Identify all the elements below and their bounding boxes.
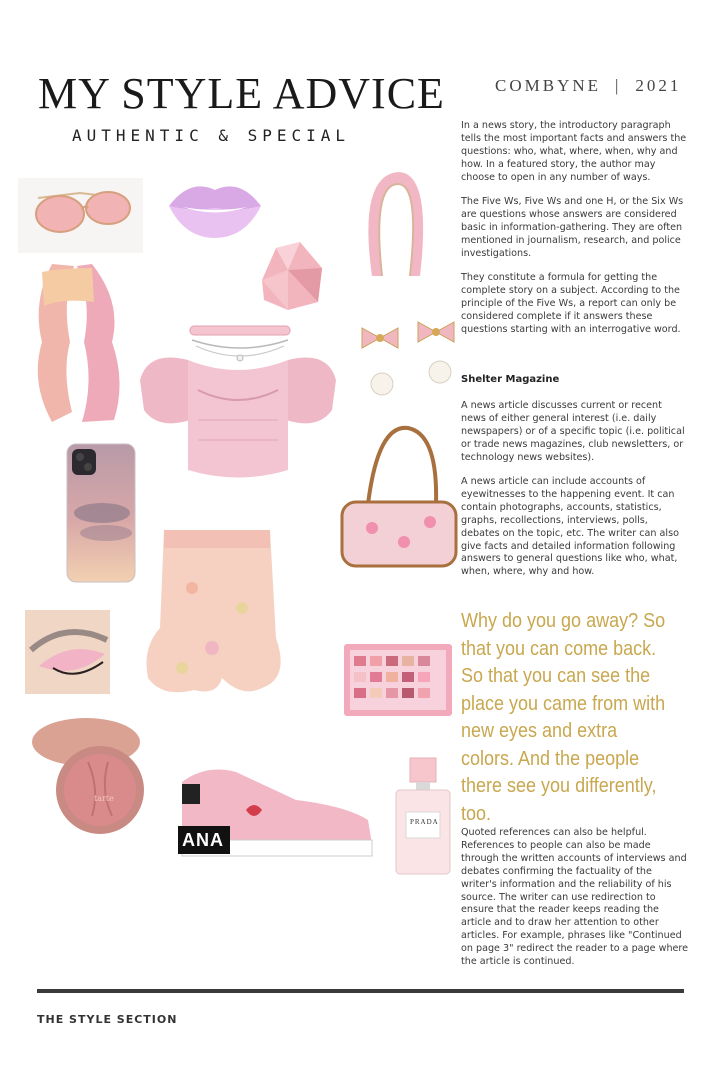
- blush-brand-label: tarte: [94, 794, 114, 803]
- sneaker-label: ANA: [182, 830, 224, 850]
- eyeshadow-palette-image: [342, 640, 454, 720]
- brand-name: COMBYNE: [495, 76, 602, 95]
- skirt-image: [142, 528, 292, 700]
- perfume-bottle-image: [394, 756, 452, 876]
- handbag-image: [338, 424, 460, 570]
- crop-top-image: [138, 350, 338, 485]
- sunglasses-image: [18, 178, 143, 253]
- perfume-label: PRADA: [410, 818, 439, 826]
- eye-makeup-image: [25, 610, 110, 694]
- footer-divider: [37, 989, 684, 993]
- pull-quote: Why do you go away? So that you can come back. So that you can see the place you came from with new eyes and extra colors. And the people there see you differently, too.: [461, 610, 666, 825]
- sneaker-image: [176, 760, 376, 862]
- section-label: THE STYLE SECTION: [37, 1013, 178, 1026]
- article-paragraph-3: They constitute a formula for getting the complete story on a subject. According to the principle of the Five Ws, a report can only be considered complete if it answers these questions starting with an interrogative word.: [461, 272, 681, 335]
- brand-separator: |: [615, 76, 622, 95]
- brand-year: 2021: [635, 76, 682, 95]
- article-paragraph-2: The Five Ws, Five Ws and one H, or the Six Ws are questions whose answers are considered basic in information-gathering. They are often mentioned in journalism, research, and police investigations.: [461, 196, 684, 259]
- article-paragraph-4: A news article discusses current or recent news of either general interest (i.e. daily newspapers) or of a specific topic (i.e. political or trade news magazines, club newsletters, or technology news websites).: [461, 400, 685, 463]
- blush-compact-image: [28, 712, 152, 836]
- headband-image: [358, 166, 432, 280]
- earrings-image: [356, 314, 462, 398]
- page-subtitle: AUTHENTIC & SPECIAL: [72, 126, 351, 145]
- article-closing-paragraph: Quoted references can also be helpful. References to people can also be made through the written accounts of interviews and debates confirming the factuality of the writer's information and the reliability of his source. The writer can use redirection to ensure that the reader keeps reading the article and to draw her attention to other articles. For example, phrases like "Continued on page 3" redirect the reader to a page where the article is continued.: [461, 827, 689, 968]
- crystal-image: [258, 240, 326, 312]
- brand-line: [495, 76, 681, 96]
- page-title: MY STYLE ADVICE: [38, 69, 445, 118]
- article-paragraph-5: A news article can include accounts of eyewitnesses to the happening event. It can contain photographs, accounts, statistics, graphs, recollections, interviews, polls, debates on the topic, etc. The writer can also give facts and detailed information following answers to general questions like who, what, when, where, why and how.: [461, 476, 679, 578]
- lips-image: [165, 178, 265, 240]
- hair-extension-image: [22, 262, 137, 427]
- article-paragraph-1: In a news story, the introductory paragraph tells the most important facts and answers the questions: who, what, where, when, why and how. In a featured story, the author may choose to open in any number of ways.: [461, 120, 687, 183]
- phone-case-image: [66, 443, 136, 583]
- magazine-heading: Shelter Magazine: [461, 374, 560, 385]
